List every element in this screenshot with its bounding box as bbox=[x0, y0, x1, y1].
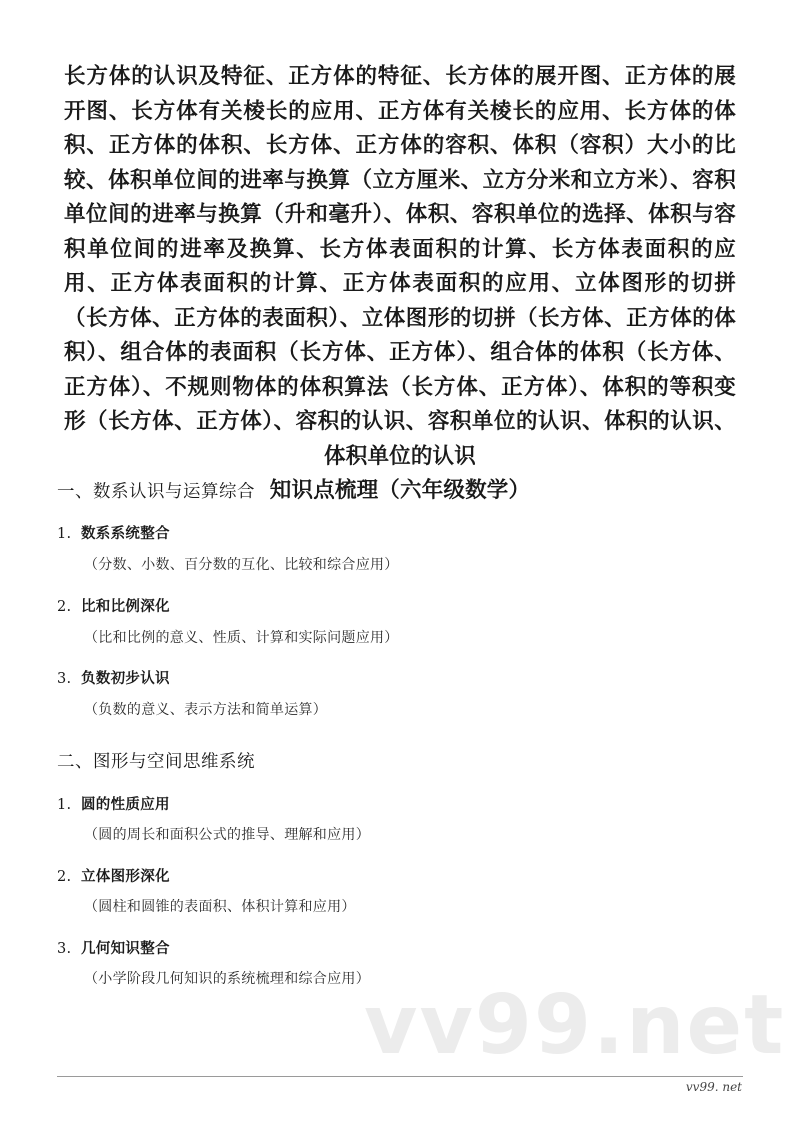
section-2-item-2-desc: （圆柱和圆锥的表面积、体积计算和应用） bbox=[84, 899, 356, 915]
item-number: 1. bbox=[57, 526, 72, 542]
section-1-item-2-desc: （比和比例的意义、性质、计算和实际问题应用） bbox=[84, 630, 399, 646]
section-heading-1: 一、数系认识与运算综合 bbox=[57, 482, 255, 502]
section-1-item-1-desc: （分数、小数、百分数的互化、比较和综合应用） bbox=[84, 557, 399, 573]
section-2-item-2-title bbox=[57, 865, 170, 886]
footer-site-text: vv99. net bbox=[685, 1080, 742, 1094]
footer-divider bbox=[57, 1076, 743, 1077]
document-title bbox=[64, 60, 736, 509]
section-1-item-1-title bbox=[57, 522, 170, 543]
section-1-item-3-desc: （负数的意义、表示方法和简单运算） bbox=[84, 702, 328, 718]
item-title-text: 圆的性质应用 bbox=[81, 796, 170, 813]
section-1-item-3-title bbox=[57, 667, 170, 688]
item-number: 3. bbox=[57, 941, 72, 957]
item-title-text: 几何知识整合 bbox=[81, 940, 170, 957]
item-number: 2. bbox=[57, 869, 72, 885]
section-2-item-3-title bbox=[57, 937, 170, 958]
section-1-item-2-title bbox=[57, 595, 170, 616]
watermark: vv99.net bbox=[364, 978, 786, 1073]
section-heading-2: 二、图形与空间思维系统 bbox=[57, 752, 255, 772]
item-title-text: 数系系统整合 bbox=[81, 525, 170, 542]
item-number: 3. bbox=[57, 671, 72, 687]
item-title-text: 立体图形深化 bbox=[81, 868, 170, 885]
section-2-item-3-desc: （小学阶段几何知识的系统梳理和综合应用） bbox=[84, 971, 370, 987]
item-number: 2. bbox=[57, 599, 72, 615]
item-title-text: 负数初步认识 bbox=[81, 670, 170, 687]
item-number: 1. bbox=[57, 797, 72, 813]
section-2-item-1-title bbox=[57, 793, 170, 814]
document-title-main: 长方体的认识及特征、正方体的特征、长方体的展开图、正方体的展开图、长方体有关棱长的应用、正方体有关棱长的应用、长方体的体积、正方体的体积、长方体、正方体的容积、体积（容积）大小的比较、体积单位间的进率与换算（立方厘米、立方分米和立方米）、容积单位间的进率与换算（升和毫升）、体积、容积单位的选择、体积与容积单位间的进率及换算、长方体表面积的计算、长方体表面积的应用、正方体表面积的计算、正方体表面积的应用、立体图形的切拼（长方体、正方体的表面积）、立体图形的切拼（长方体、正方体的体积）、组合体的表面积（长方体、正方体）、组合体的体积（长方体、正方体）、不规则物体的体积算法（长方体、正方体）、体积的等积变形（长方体、正方体）、容积的认识、容积单位的认识、体积的认识、体积单位的认识 bbox=[64, 64, 736, 469]
item-title-text: 比和比例深化 bbox=[81, 598, 170, 615]
section-2-item-1-desc: （圆的周长和面积公式的推导、理解和应用） bbox=[84, 827, 370, 843]
document-title-sub: 知识点梳理（六年级数学） bbox=[269, 478, 531, 503]
